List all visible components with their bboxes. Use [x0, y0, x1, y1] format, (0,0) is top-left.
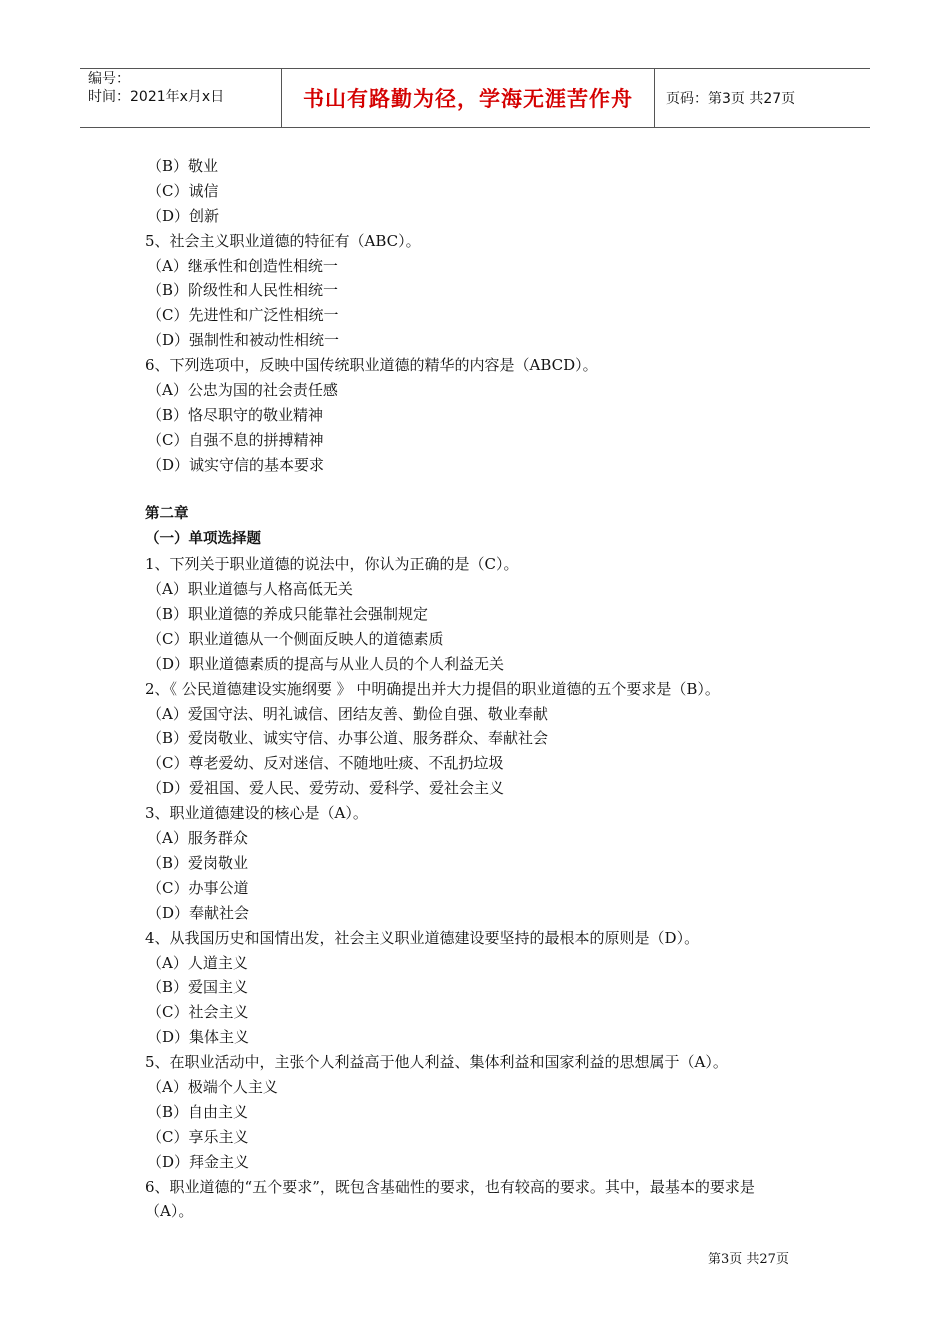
answer-option: （C）享乐主义	[147, 1127, 249, 1146]
answer-option: （C）尊老爱幼、反对迷信、不随地吐痰、不乱扔垃圾	[147, 754, 504, 773]
question-text: 6、职业道德的“五个要求”，既包含基础性的要求，也有较高的要求。其中，最基本的要求是	[145, 1177, 755, 1196]
answer-option: （D）强制性和被动性相统一	[147, 331, 340, 350]
question-text: 5、社会主义职业道德的特征有（ABC）。	[145, 231, 421, 250]
answer-option: （C）诚信	[147, 181, 219, 200]
question-text: 5、在职业活动中，主张个人利益高于他人利益、集体利益和国家利益的思想属于（A）。	[145, 1053, 728, 1072]
header-motto: 书山有路勤为径，学海无涯苦作舟	[303, 87, 633, 111]
section-heading: 第二章	[145, 506, 189, 523]
question-text: 4、从我国历史和国情出发，社会主义职业道德建设要坚持的最根本的原则是（D）。	[145, 928, 700, 947]
header-page-code: 页码：第3页 共27页	[666, 91, 796, 107]
answer-option: （A）公忠为国的社会责任感	[147, 381, 338, 400]
question-text: 6、下列选项中，反映中国传统职业道德的精华的内容是（ABCD）。	[145, 356, 598, 375]
answer-option: （B）职业道德的养成只能靠社会强制规定	[147, 605, 429, 624]
blank-line	[145, 478, 825, 503]
question-text: 2、《 公民道德建设实施纲要 》 中明确提出并大力提倡的职业道德的五个要求是（B）。	[145, 679, 720, 698]
answer-option: （D）奉献社会	[147, 903, 250, 922]
answer-option: （A）服务群众	[147, 829, 248, 848]
answer-option: （B）爱岗敬业、诚实守信、办事公道、服务群众、奉献社会	[147, 729, 549, 748]
answer-option: （D）集体主义	[147, 1028, 250, 1047]
answer-option: （D）爱祖国、爱人民、爱劳动、爱科学、爱社会主义	[147, 779, 505, 798]
answer-option: （A）爱国守法、明礼诚信、团结友善、勤俭自强、敬业奉献	[147, 704, 548, 723]
answer-option: （D）创新	[147, 206, 220, 225]
number-label: 编号：	[88, 71, 130, 87]
answer-option: （A）人道主义	[147, 953, 248, 972]
answer-option: （D）职业道德素质的提高与从业人员的个人利益无关	[147, 654, 505, 673]
answer-option: （B）自由主义	[147, 1102, 249, 1121]
header-divider	[654, 69, 655, 127]
answer-option: （A）继承性和创造性相统一	[147, 256, 338, 275]
answer-option: （B）爱岗敬业	[147, 853, 249, 872]
answer-option: （D）拜金主义	[147, 1152, 250, 1171]
time-label: 时间：2021年x月x日	[88, 89, 225, 105]
page-header	[80, 68, 870, 128]
answer-option: （B）阶级性和人民性相统一	[147, 281, 339, 300]
question-text: 3、职业道德建设的核心是（A）。	[145, 804, 368, 823]
answer-option: （A）极端个人主义	[147, 1077, 278, 1096]
page-footer: 第3页 共27页	[708, 1252, 789, 1267]
answer-option: （C）自强不息的拼搏精神	[147, 430, 324, 449]
question-text: 1、下列关于职业道德的说法中，你认为正确的是（C）。	[145, 555, 519, 574]
header-meta	[80, 69, 280, 127]
document-body	[145, 154, 825, 1224]
answer-option: （C）办事公道	[147, 878, 249, 897]
answer-option: （B）爱国主义	[147, 978, 249, 997]
answer-option: （D）诚实守信的基本要求	[147, 455, 325, 474]
answer-option: （B）敬业	[147, 157, 219, 175]
answer-option: （C）先进性和广泛性相统一	[147, 306, 339, 325]
question-text: （A）。	[145, 1202, 194, 1221]
answer-option: （A）职业道德与人格高低无关	[147, 580, 353, 599]
section-heading: （一）单项选择题	[145, 531, 261, 548]
answer-option: （B）恪尽职守的敬业精神	[147, 405, 324, 424]
answer-option: （C）职业道德从一个侧面反映人的道德素质	[147, 629, 444, 648]
answer-option: （C）社会主义	[147, 1003, 249, 1022]
